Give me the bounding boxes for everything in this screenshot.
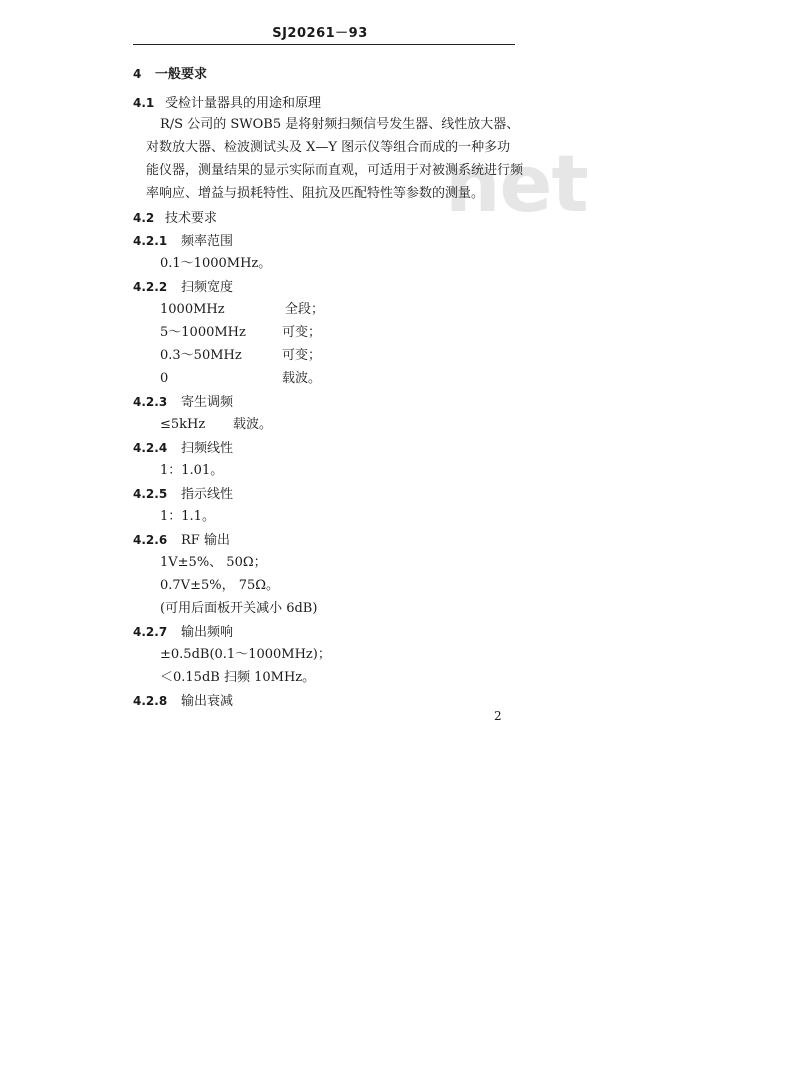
spec-note: 可变；	[282, 325, 322, 340]
spec-note: 可变；	[282, 348, 322, 363]
header-rule	[133, 44, 515, 45]
spec-value: ＜0.15dB 扫频 10MHz。	[160, 670, 316, 685]
section-title: 输出衰减	[181, 694, 234, 709]
section-number: 4.1	[133, 96, 155, 110]
spec-value: 0	[160, 371, 169, 386]
section-title: RF 输出	[181, 533, 230, 548]
watermark: net	[445, 140, 588, 230]
section-number: 4.2.4	[133, 441, 168, 455]
section-title: 寄生调频	[181, 395, 234, 410]
section-number: 4.2	[133, 211, 155, 225]
section-title: 一般要求	[155, 67, 208, 82]
spec-value: 5～1000MHz	[160, 325, 246, 340]
spec-note: 全段；	[285, 302, 325, 317]
paragraph-line: 率响应、增益与损耗特性、阻抗及匹配特性等参数的测量。	[146, 186, 485, 201]
spec-value: 1：1.01。	[160, 463, 224, 478]
section-4-heading	[133, 66, 207, 83]
section-number: 4.2.2	[133, 280, 168, 294]
section-number: 4	[133, 67, 142, 81]
section-4-2-4-heading	[133, 440, 233, 457]
paragraph-line: 对数放大器、检波测试头及 X—Y 图示仪等组合而成的一种多功	[146, 140, 511, 155]
section-number: 4.2.6	[133, 533, 168, 547]
section-4-2-8-heading	[133, 693, 233, 710]
section-title: 受检计量器具的用途和原理	[165, 96, 322, 111]
section-title: 频率范围	[181, 234, 234, 249]
standard-code: SJ20261－93	[272, 26, 368, 41]
spec-value: 0.3～50MHz	[160, 348, 242, 363]
spec-value: 1V±5%、 50Ω；	[160, 555, 267, 570]
section-4-2-3-heading	[133, 394, 233, 411]
section-title: 输出频响	[181, 625, 234, 640]
section-title: 指示线性	[181, 487, 234, 502]
section-4-2-2-heading	[133, 279, 233, 296]
spec-value: ±0.5dB(0.1～1000MHz)；	[160, 647, 331, 662]
section-4-2-7-heading	[133, 624, 233, 641]
paragraph-line: R/S 公司的 SWOB5 是将射频扫频信号发生器、线性放大器、	[160, 117, 520, 132]
section-4-1-heading	[133, 95, 321, 112]
spec-value: 1000MHz	[160, 302, 225, 317]
section-number: 4.2.5	[133, 487, 168, 501]
section-4-2-heading	[133, 210, 217, 227]
spec-value: 1：1.1。	[160, 509, 215, 524]
section-title: 扫频宽度	[181, 280, 234, 295]
spec-value: 0.7V±5%， 75Ω。	[160, 578, 280, 593]
spec-value: ≤5kHz	[160, 417, 206, 432]
spec-note: (可用后面板开关减小 6dB)	[160, 601, 318, 616]
section-4-2-1-heading	[133, 233, 233, 250]
spec-note: 载波。	[282, 371, 322, 386]
section-number: 4.2.8	[133, 694, 168, 708]
section-title: 技术要求	[165, 211, 218, 226]
section-number: 4.2.7	[133, 625, 168, 639]
section-4-2-5-heading	[133, 486, 233, 503]
section-4-2-6-heading	[133, 532, 230, 549]
page-number: 2	[494, 709, 502, 723]
spec-note: 载波。	[233, 417, 273, 432]
paragraph-line: 能仪器，测量结果的显示实际而直观，可适用于对被测系统进行频	[146, 163, 524, 178]
section-number: 4.2.3	[133, 395, 168, 409]
section-title: 扫频线性	[181, 441, 234, 456]
spec-value: 0.1～1000MHz。	[160, 256, 272, 271]
section-number: 4.2.1	[133, 234, 168, 248]
